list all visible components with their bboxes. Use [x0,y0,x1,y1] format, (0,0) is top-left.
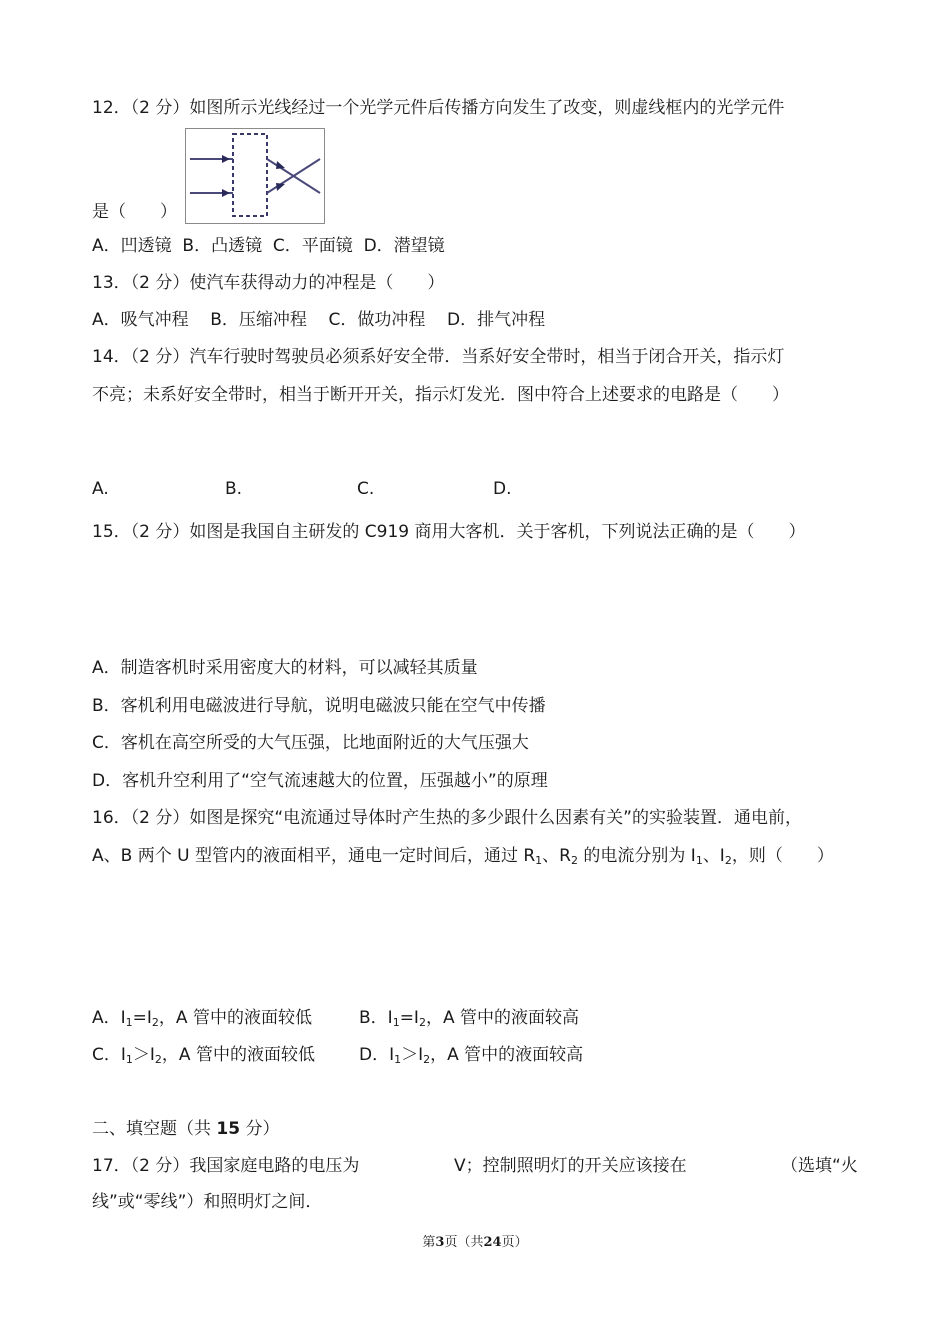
q12-options: A．凹透镜 B．凸透镜 C．平面镜 D．潜望镜 [92,236,445,256]
subscript-2: 2 [423,1053,431,1066]
q16-c-mid: ＞I [132,1045,155,1065]
q17-line1-a: 17．（2 分）我国家庭电路的电压为 [92,1156,360,1176]
q16-line2-text-b: 、R [542,846,571,866]
q16-line2-text-c: 的电流分别为 I [577,846,696,866]
subscript-1: 1 [695,854,703,867]
q17-line1-c: （选填“火 [781,1156,858,1176]
q16-option-b [359,1007,579,1029]
q16-b-pre: B．I [359,1008,393,1028]
footer-total-pages: 24 [483,1235,502,1250]
q17-line1-b: V；控制照明灯的开关应该接在 [454,1156,687,1176]
q16-d-post: ，A 管中的液面较高 [430,1045,584,1065]
subscript-2: 2 [151,1016,159,1029]
q16-d-pre: D．I [359,1045,395,1065]
q16-option-c [92,1044,315,1066]
subscript-2: 2 [570,854,578,867]
q15-option-c: C．客机在高空所受的大气压强，比地面附近的大气压强大 [92,733,529,753]
q16-a-post: ，A 管中的液面较低 [158,1008,312,1028]
dashed-box [233,134,267,216]
footer-mid: 页（共 [444,1235,484,1250]
q13-options: A．吸气冲程 B．压缩冲程 C．做功冲程 D．排气冲程 [92,310,546,330]
q14-stem-line2: 不亮；未系好安全带时，相当于断开开关，指示灯发光．图中符合上述要求的电路是（ ） [92,385,789,405]
q16-option-a [92,1007,312,1029]
section2-pre: 二、填空题（共 [92,1119,217,1139]
subscript-1: 1 [392,1016,400,1029]
subscript-2: 2 [154,1053,162,1066]
q15-option-d: D．客机升空利用了“空气流速越大的位置，压强越小”的原理 [92,771,548,791]
q16-b-post: ，A 管中的液面较高 [425,1008,579,1028]
q12-optics-figure [185,128,325,224]
q16-line2-text-d: 、I [702,846,725,866]
q16-option-d [359,1044,583,1066]
q16-c-post: ，A 管中的液面较低 [161,1045,315,1065]
q16-line2-text-a: A、B 两个 U 型管内的液面相平，通电一定时间后，通过 R [92,846,536,866]
q15-option-b: B．客机利用电磁波进行导航，说明电磁波只能在空气中传播 [92,696,546,716]
subscript-1: 1 [125,1016,133,1029]
q12-stem-line1: 12．（2 分）如图所示光线经过一个光学元件后传播方向发生了改变，则虚线框内的光学元件 [92,98,785,118]
q16-line2-text-e: ，则（ ） [731,846,834,866]
page-footer [0,1231,950,1250]
q13-stem: 13．（2 分）使汽车获得动力的冲程是（ ） [92,273,445,293]
arrow-head-4 [276,183,285,191]
q17-line2: 线”或“零线”）和照明灯之间． [92,1192,323,1212]
q16-stem-line1: 16．（2 分）如图是探究“电流通过导体时产生热的多少跟什么因素有关”的实验装置．通电前， [92,808,802,828]
arrow-head-1 [222,155,230,163]
q14-option-b: B. [225,479,243,499]
q14-option-a: A. [92,479,109,499]
footer-post: 页） [501,1235,528,1250]
q14-option-d: D. [493,479,512,499]
arrow-head-2 [222,189,230,197]
q16-a-mid: =I [132,1008,152,1028]
q15-stem: 15．（2 分）如图是我国自主研发的 C919 商用大客机．关于客机，下列说法正确的是（ ） [92,522,806,542]
q14-stem-line1: 14．（2 分）汽车行驶时驾驶员必须系好安全带．当系好安全带时，相当于闭合开关，指示灯 [92,347,785,367]
q15-option-a: A．制造客机时采用密度大的材料，可以减轻其质量 [92,658,478,678]
optics-diagram [186,129,324,223]
section2-points: 15 [216,1119,241,1139]
q12-stem-line2: 是（ ） [92,202,177,222]
subscript-2: 2 [724,854,732,867]
footer-page-number: 3 [435,1235,445,1250]
section2-heading [92,1118,279,1140]
q16-d-mid: ＞I [401,1045,424,1065]
q16-c-pre: C．I [92,1045,126,1065]
subscript-2: 2 [418,1016,426,1029]
footer-pre: 第 [422,1235,436,1250]
q16-b-mid: =I [399,1008,419,1028]
arrow-head-3 [276,161,285,169]
subscript-1: 1 [125,1053,133,1066]
q14-option-c: C. [357,479,375,499]
q16-a-pre: A．I [92,1008,126,1028]
subscript-1: 1 [394,1053,402,1066]
section2-post: 分） [240,1119,280,1139]
q16-stem-line2 [92,845,834,867]
subscript-1: 1 [535,854,543,867]
